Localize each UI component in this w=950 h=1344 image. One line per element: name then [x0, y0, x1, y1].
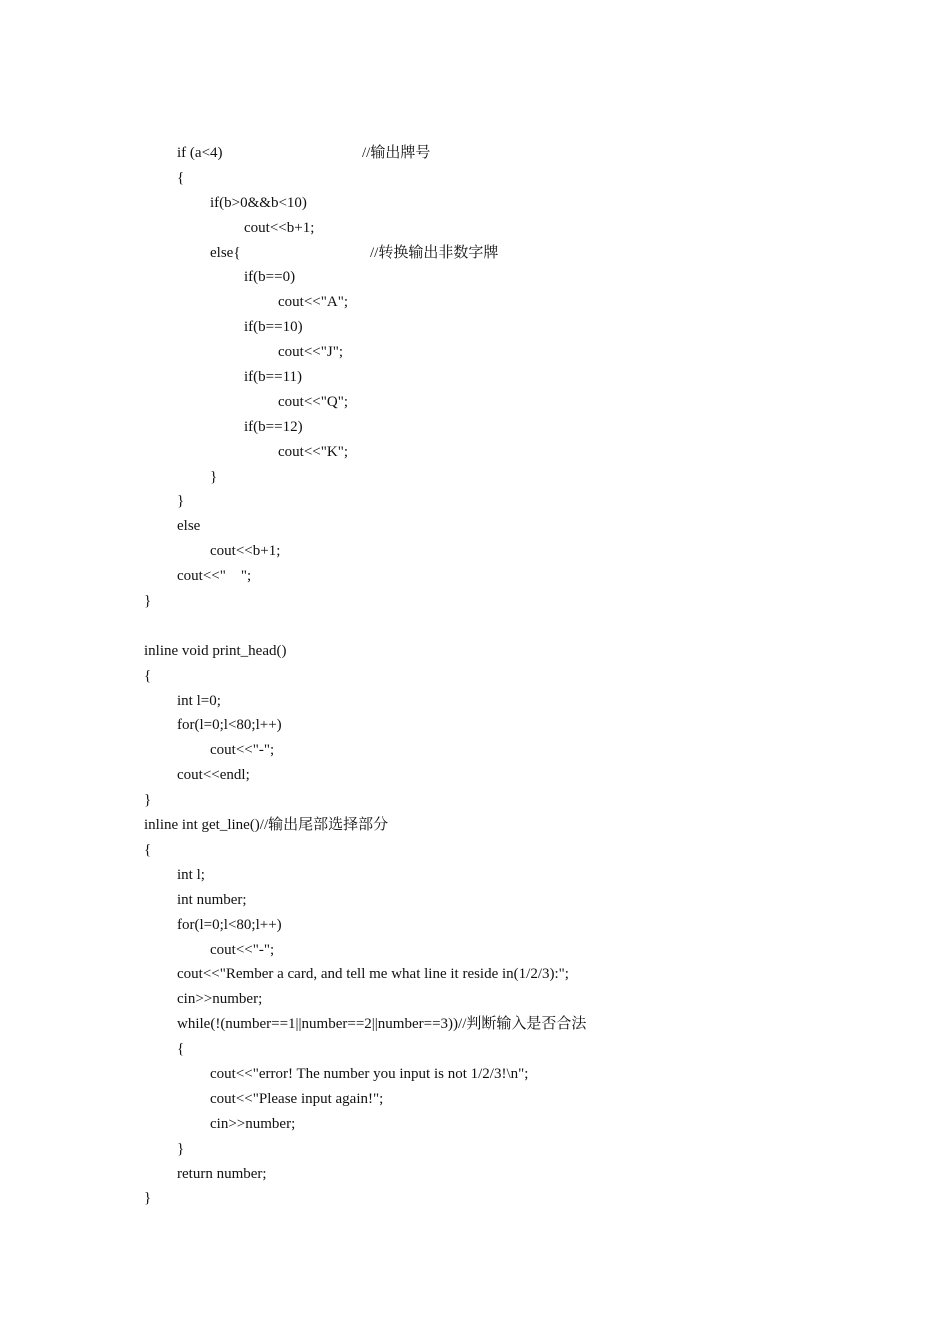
code-line: [144, 1062, 904, 1087]
code-text: int number;: [177, 891, 247, 908]
code-line: [144, 813, 904, 838]
code-line: [144, 1037, 904, 1062]
code-line: [144, 689, 904, 714]
code-line: [144, 564, 904, 589]
code-line: [144, 315, 904, 340]
code-text: {: [177, 1041, 185, 1058]
code-text: cout<<" ";: [177, 568, 252, 585]
code-comment: //输出牌号: [362, 145, 431, 161]
code-text: cout<<"-";: [210, 941, 275, 958]
code-text: inline int get_line()//输出尾部选择部分: [144, 817, 389, 834]
code-text: cin>>number;: [177, 991, 263, 1008]
code-text: }: [210, 468, 218, 485]
code-text: {: [144, 841, 152, 858]
code-line: [144, 838, 904, 863]
code-text: cout<<"Please input again!";: [210, 1090, 384, 1107]
code-line: [144, 340, 904, 365]
code-line: [144, 938, 904, 963]
code-text: cout<<"A";: [278, 294, 348, 311]
code-line: [144, 664, 904, 689]
code-text: else{: [210, 244, 241, 261]
code-line: [144, 1162, 904, 1187]
code-line: [144, 440, 904, 465]
code-line: [144, 589, 904, 614]
code-line: [144, 1012, 904, 1037]
code-text: if(b==10): [244, 319, 303, 336]
code-line: [144, 614, 904, 639]
code-line: [144, 788, 904, 813]
code-line: [144, 489, 904, 514]
code-text: if (a<4): [177, 145, 223, 161]
code-line: [144, 141, 904, 166]
code-text: int l=0;: [177, 692, 221, 709]
code-text: while(!(number==1||number==2||number==3))//判断输入是否合法: [177, 1016, 587, 1033]
code-line: [144, 1087, 904, 1112]
code-line: [144, 888, 904, 913]
code-line: [144, 1137, 904, 1162]
code-text: else: [177, 518, 201, 535]
code-line: [144, 265, 904, 290]
code-text: cin>>number;: [210, 1115, 296, 1132]
code-comment: //转换输出非数字牌: [370, 244, 499, 261]
code-listing: [144, 141, 904, 1211]
code-line: [144, 539, 904, 564]
code-text: }: [144, 593, 152, 610]
code-text: if(b==12): [244, 418, 303, 435]
code-text: }: [177, 1140, 185, 1157]
code-text: {: [177, 169, 185, 186]
code-text: cout<<"Rember a card, and tell me what line it reside in(1/2/3):";: [177, 966, 569, 983]
code-text: cout<<"error! The number you input is not 1/2/3!\n";: [210, 1065, 529, 1082]
code-text: cout<<b+1;: [210, 543, 281, 560]
code-text: int l;: [177, 866, 205, 883]
code-text: }: [144, 1190, 152, 1207]
code-line: [144, 738, 904, 763]
code-text: return number;: [177, 1165, 267, 1182]
code-line: [144, 241, 904, 266]
code-line: [144, 713, 904, 738]
code-line: [144, 1186, 904, 1211]
code-line: [144, 290, 904, 315]
code-line: [144, 191, 904, 216]
code-line: [144, 216, 904, 241]
code-text: if(b>0&&b<10): [210, 194, 307, 211]
code-text: }: [177, 493, 185, 510]
code-line: [144, 390, 904, 415]
code-text: cout<<"K";: [278, 443, 348, 460]
code-line: [144, 514, 904, 539]
code-line: [144, 913, 904, 938]
code-line: [144, 863, 904, 888]
code-text: for(l=0;l<80;l++): [177, 916, 282, 933]
code-line: [144, 365, 904, 390]
code-line: [144, 763, 904, 788]
code-text: cout<<"-";: [210, 742, 275, 759]
code-line: [144, 1112, 904, 1137]
code-line: [144, 639, 904, 664]
code-line: [144, 962, 904, 987]
code-text: if(b==11): [244, 369, 303, 386]
code-text: cout<<endl;: [177, 767, 250, 784]
code-text: cout<<"Q";: [278, 393, 348, 410]
code-line: [144, 465, 904, 490]
code-text: {: [144, 667, 152, 684]
code-text: if(b==0): [244, 269, 296, 286]
code-line: [144, 166, 904, 191]
code-line: [144, 415, 904, 440]
code-line: [144, 987, 904, 1012]
code-text: cout<<"J";: [278, 344, 343, 361]
code-text: cout<<b+1;: [244, 219, 315, 236]
code-text: for(l=0;l<80;l++): [177, 717, 282, 734]
code-text: inline void print_head(): [144, 642, 287, 659]
code-text: }: [144, 792, 152, 809]
